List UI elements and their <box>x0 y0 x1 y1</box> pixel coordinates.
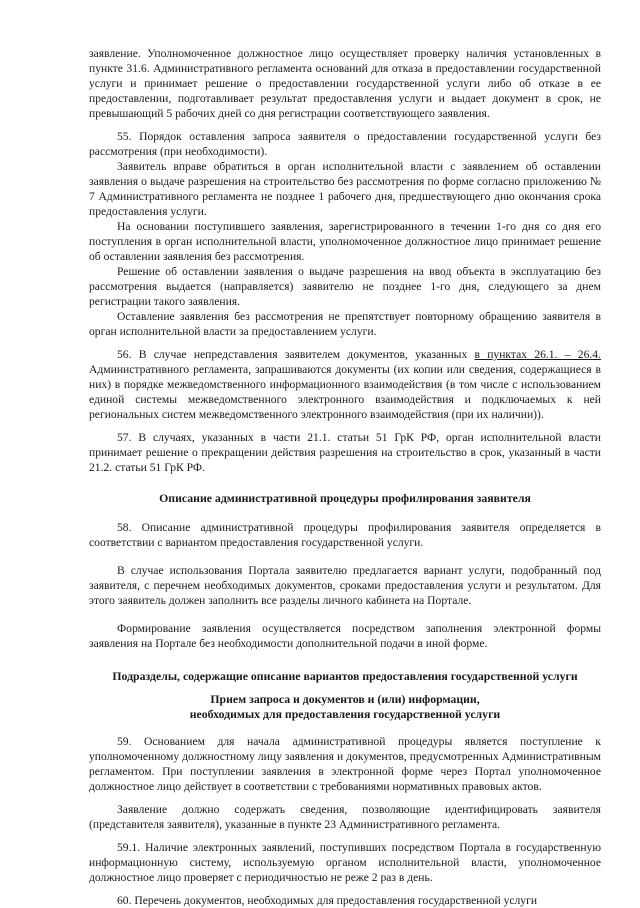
section-heading-profiling: Описание административной процедуры профилирования заявителя <box>159 491 531 505</box>
paragraph-55-no-obstacle: Оставление заявления без рассмотрения не препятствует повторному обращению заявителя в орган исполнительной власти за предоставлением услуги. <box>89 310 601 338</box>
paragraph-56-start: 56. В случае непредставления заявителем документов, указанных <box>117 348 475 361</box>
paragraph-55-applicant-right: Заявитель вправе обратиться в орган исполнительной власти с заявлением об оставлении заявления о выдаче разрешения на строительство без рассмотрения по форме согласно приложению № 7 Административного регламента не позднее 1 рабочего дня, предшествующего дню окончания срока предоставления услуги. <box>89 160 601 218</box>
paragraph-58: 58. Описание административной процедуры профилирования заявителя определяется в соответствии с вариантом предоставления государственной услуги. <box>89 521 601 549</box>
subsection-heading-line-1: Прием запроса и документов и (или) информации, <box>210 692 480 706</box>
paragraph-59-1: 59.1. Наличие электронных заявлений, поступивших посредством Портала в государственную информационную систему, используемую органом исполнительной власти, уполномоченное должностное лицо проверяет с периодичностью не реже 2 раз в день. <box>89 841 601 884</box>
paragraph-58-form: Формирование заявления осуществляется посредством заполнения электронной формы заявления на Портале без необходимости дополнительной подачи в иной форме. <box>89 622 601 650</box>
paragraph-59-statement: Заявление должно содержать сведения, позволяющие идентифицировать заявителя (представителя заявителя), указанные в пункте 23 Административного регламента. <box>89 803 601 831</box>
subsection-heading-reception <box>89 692 601 722</box>
paragraph-56 <box>89 347 601 422</box>
paragraph-55-decision: На основании поступившего заявления, зарегистрированного в течении 1-го дня со дня его поступления в орган исполнительной власти, уполномоченное должностное лицо принимает решение об оставлении заявления без рассмотрения. <box>89 220 601 263</box>
paragraph-55: 55. Порядок оставления запроса заявителя о предоставлении государственной услуги без рассмотрения (при необходимости). <box>89 130 601 158</box>
paragraph-56-underlined-reference: в пунктах 26.1. – 26.4. <box>474 348 601 361</box>
document-body <box>89 46 601 908</box>
paragraph-57: 57. В случаях, указанных в части 21.1. статьи 51 ГрК РФ, орган исполнительной власти принимает решение о прекращении действия разрешения на строительство в срок, указанный в части 21.2. статьи 51 ГрК РФ. <box>89 431 601 474</box>
paragraph-intro: заявление. Уполномоченное должностное лицо осуществляет проверку наличия установленных в пункте 31.6. Административного регламента оснований для отказа в предоставлении государственной услуги и принимает решение о предоставлении государственной услуги либо об отказе в ее предоставлении, подготавливает результат предоставления услуги и выдает документ в срок, не превышающий 5 рабочих дней со дня регистрации соответствующего заявления. <box>89 47 601 120</box>
section-heading-subsections: Подразделы, содержащие описание вариантов предоставления государственной услуги <box>112 669 578 683</box>
paragraph-60: 60. Перечень документов, необходимых для предоставления государственной услуги <box>117 894 538 907</box>
paragraph-55-issuance: Решение об оставлении заявления о выдаче разрешения на ввод объекта в эксплуатацию без рассмотрения выдается (направляется) заявителю не позднее 1-го дня, следующего за днем регистрации такого заявления. <box>89 265 601 308</box>
paragraph-56-end: Административного регламента, запрашиваются документы (их копии или сведения, содержащиеся в них) в порядке межведомственного информационного взаимодействия (в том числе с использованием единой системы межведомственного электронного взаимодействия и подключаемых к ней региональных систем межведомственного электронного взаимодействия (при их наличии)). <box>89 363 601 421</box>
paragraph-58-portal: В случае использования Портала заявителю предлагается вариант услуги, подобранный под заявителя, с перечнем необходимых документов, сроками предоставления услуги и результатом. Для этого заявитель должен заполнить все разделы личного кабинета на Портале. <box>89 564 601 607</box>
subsection-heading-line-2: необходимых для предоставления государственной услуги <box>189 707 501 721</box>
paragraph-59: 59. Основанием для начала административной процедуры является поступление к уполномоченному должностному лицу заявления и документов, предусмотренных Административным регламентом. При поступлении заявления в электронной форме через Портал уполномоченное должностное лицо действует в соответствии с требованиями нормативных правовых актов. <box>89 735 601 793</box>
